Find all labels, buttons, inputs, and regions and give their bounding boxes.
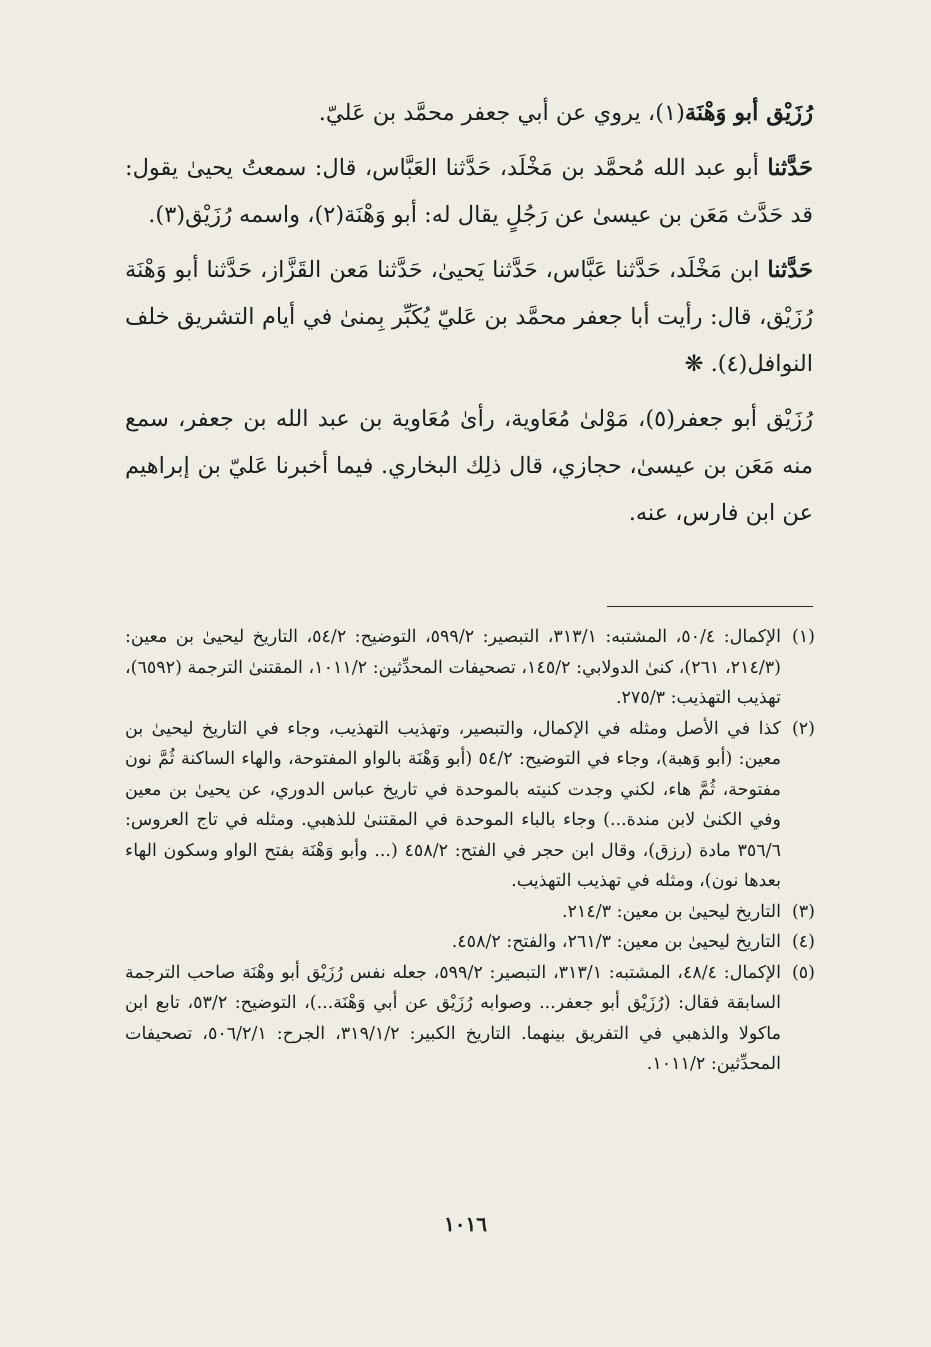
entry-text: (٥)، مَوْلىٰ مُعَاوية، رأىٰ مُعَاوية بن عبد الله بن جعفر، سمع منه مَعَن بن عيسىٰ، حجازي، قال ذلِك البخاري. فيما أخبرنا عَليّ بن إبراهيم عن ابن فارس، عنه.	[125, 406, 813, 526]
entry-text: (١)، يروي عن أبي جعفر محمَّد بن عَليّ.	[318, 100, 685, 126]
footnote-number: (٤)	[791, 932, 815, 952]
entry-lead: رُزَيْق أبو وَهْنَة	[684, 100, 813, 126]
footnote-text: الإكمال: ٥٠/٤، المشتبه: ٣١٣/١، التبصير: ٥٩٩/٢، التوضيح: ٥٤/٢، التاريخ ليحيىٰ بن معين: (٢١٤/٣، ٢٦١)، كنىٰ الدولابي: ١٤٥/٢، تصحيفات المحدِّثين: ١٠١١/٢، المقتنىٰ الترجمة (٦٥٩٢)، تهذيب التهذيب: ٢٧٥/٣.	[125, 627, 782, 708]
footnote	[125, 714, 815, 897]
entry-text: ابن مَخْلَد، حَدَّثنا عَبَّاس، حَدَّثنا يَحيىٰ، حَدَّثنا مَعن القَزَّاز، حَدَّثنا أبو وَهْنَة رُزَيْق، قال: رأيت أبا جعفر محمَّد بن عَليّ يُكَبِّر بِمنىٰ في أيام التشريق خلف النوافل(٤). ❋	[125, 257, 813, 377]
footnote-text: التاريخ ليحيىٰ بن معين: ٢١٤/٣.	[561, 901, 781, 922]
main-text	[125, 90, 813, 537]
footnote-text: التاريخ ليحيىٰ بن معين: ٢٦١/٣، والفتح: ٤٥٨/٢.	[451, 932, 781, 952]
footnote-number: (٣)	[791, 901, 815, 922]
footnote	[125, 897, 815, 928]
footnote	[125, 927, 815, 958]
entry-lead: رُزَيْق أبو جعفر	[674, 406, 813, 432]
footnotes	[125, 622, 815, 1080]
footnote-number: (٥)	[791, 962, 815, 983]
footnote-divider	[607, 606, 813, 607]
footnote-number: (١)	[791, 627, 815, 647]
entry-lead: حَدَّثنا	[767, 257, 813, 283]
entry-3	[125, 247, 813, 388]
entry-1	[125, 90, 813, 137]
entry-4	[125, 396, 813, 537]
entry-text: أبو عبد الله مُحمَّد بن مَخْلَد، حَدَّثنا العَبَّاس، قال: سمعتُ يحيىٰ يقول: قد حَدَّث مَعَن بن عيسىٰ عن رَجُلٍ يقال له: أبو وَهْنَة(٢)، واسمه رُزَيْق(٣).	[125, 155, 813, 228]
footnote	[125, 958, 815, 1080]
entry-lead: حَدَّثنا	[767, 155, 814, 181]
footnote-number: (٢)	[791, 718, 815, 739]
footnote-text: كذا في الأصل ومثله في الإكمال، والتبصير، وتهذيب التهذيب، وجاء في التاريخ ليحيىٰ بن معين: (أبو وَهبة)، وجاء في التوضيح: ٥٤/٢ (أبو وَهْنَة بالواو المفتوحة، والهاء الساكنة ثُمَّ نون مفتوحة، ثُمَّ هاء، لكني وجدت كنيته بالموحدة في تاريخ عباس الدوري، عن يحيىٰ بن معين وفي الكنىٰ لابن مندة...) وجاء بالباء الموحدة في المقتنىٰ للذهبي. ومثله في تاج العروس: ٣٥٦/٦ مادة (رزق)، وقال ابن حجر في الفتح: ٤٥٨/٢ (... وأبو وَهْنَة بفتح الواو وسكون الهاء بعدها نون)، ومثله في تهذيب التهذيب.	[125, 718, 781, 891]
footnote-text: الإكمال: ٤٨/٤، المشتبه: ٣١٣/١، التبصير: ٥٩٩/٢، جعله نفس رُزَيْق أبو وهْنَة صاحب الترجمة السابقة فقال: (رُزَيْق أبو جعفر... وصوابه رُزَيْق عن أبي وَهْنَة...)، التوضيح: ٥٣/٢، تابع ابن ماكولا والذهبي في التفريق بينهما. التاريخ الكبير: ٣١٩/١/٢، الجرح: ٥٠٦/٢/١، تصحيفات المحدِّثين: ١٠١١/٢.	[125, 962, 781, 1074]
footnote	[125, 622, 815, 714]
page-number: ١٠١٦	[444, 1212, 487, 1236]
entry-2	[125, 145, 813, 239]
